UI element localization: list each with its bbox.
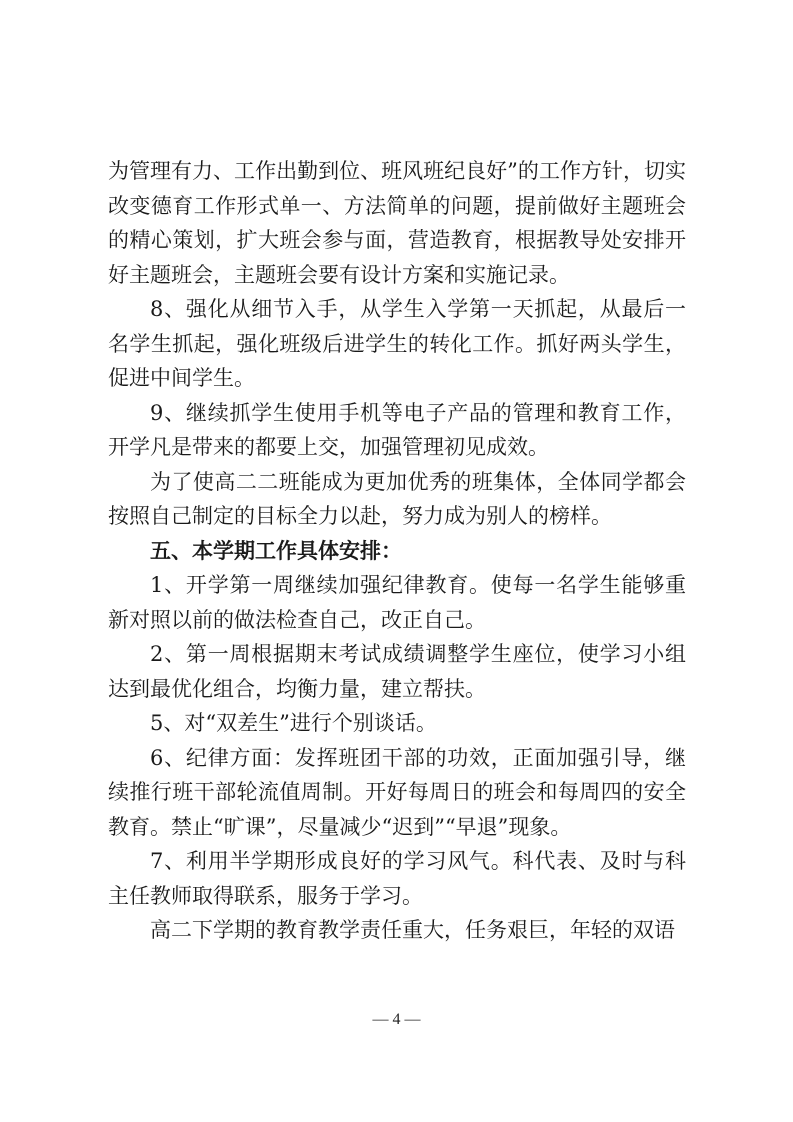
paragraph: 2、第一周根据期末考试成绩调整学生座位，使学习小组达到最优化组合，均衡力量，建立帮扶。 — [108, 642, 686, 701]
paragraph: 8、强化从细节入手，从学生入学第一天抓起，从最后一名学生抓起，强化班级后进学生的转化工作。抓好两头学生，促进中间学生。 — [108, 297, 686, 390]
section-heading: 五、本学期工作具体安排： — [150, 537, 402, 563]
document-body — [108, 154, 686, 948]
paragraph: 高二下学期的教育教学责任重大，任务艰巨，年轻的双语 — [150, 918, 675, 942]
paragraph: 5、对“双差生”进行个别谈话。 — [150, 711, 437, 735]
paragraph: 为管理有力、工作出勤到位、班风班纪良好”的工作方针，切实改变德育工作形式单一、方法简单的问题，提前做好主题班会的精心策划，扩大班会参与面，营造教育，根据教导处安排开好主题班会，主题班会要有设计方案和实施记录。 — [108, 159, 686, 287]
page-number: — 4 — — [372, 1011, 421, 1028]
paragraph: 7、利用半学期形成良好的学习风气。科代表、及时与科主任教师取得联系，服务于学习。 — [108, 849, 686, 908]
paragraph: 9、继续抓学生使用手机等电子产品的管理和教育工作，开学凡是带来的都要上交，加强管理初见成效。 — [108, 400, 686, 459]
paragraph: 6、纪律方面：发挥班团干部的功效，正面加强引导，继续推行班干部轮流值周制。开好每周日的班会和每周四的安全教育。禁止“旷课”，尽量减少“迟到”“早退”现象。 — [108, 745, 686, 839]
paragraph: 为了使高二二班能成为更加优秀的班集体，全体同学都会按照自己制定的目标全力以赴，努力成为别人的榜样。 — [108, 469, 686, 528]
paragraph: 1、开学第一周继续加强纪律教育。使每一名学生能够重新对照以前的做法检查自己，改正自己。 — [108, 573, 686, 632]
